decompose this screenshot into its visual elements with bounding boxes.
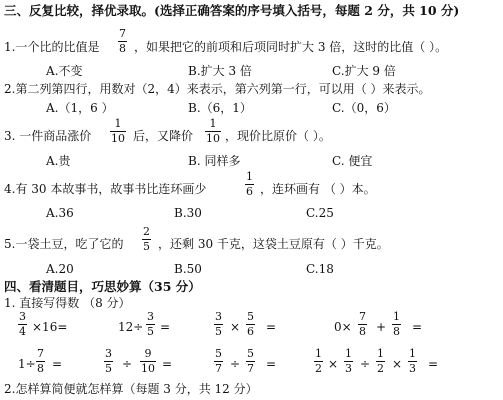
r2e1-prefix: 1÷ — [18, 357, 36, 371]
r2e2-f1-numerator: 3 — [105, 347, 112, 360]
q1-option-a: A.不变 — [46, 64, 83, 78]
r2e3-operator: ÷ — [230, 357, 241, 371]
q3-middle: 后，又降价 — [133, 129, 194, 143]
r1e1-fraction — [18, 311, 27, 338]
q3-suffix: ，现价比原价（ ）。 — [225, 129, 331, 143]
r2e4-f3-numerator: 1 — [377, 347, 384, 360]
r2e4-f1-numerator: 1 — [315, 347, 322, 360]
r1e4-f2-numerator: 1 — [393, 310, 400, 323]
r1e2-numerator: 3 — [147, 310, 154, 323]
section3-title: 三、反复比较，择优录取。(选择正确答案的序号填入括号，每题 2 分，共 10 分) — [4, 3, 460, 18]
q4-option-c: C.25 — [306, 206, 334, 220]
r1e3-f2-numerator: 5 — [247, 310, 254, 323]
q5-option-a: A.20 — [46, 262, 74, 276]
q4-suffix: ，连环画有 （ ）本。 — [260, 182, 376, 196]
r1e2-prefix: 12÷ — [118, 320, 144, 334]
q4-option-a: A.36 — [46, 206, 74, 220]
q5-option-b: B.50 — [174, 262, 202, 276]
r2e2-f2-denominator: 10 — [141, 362, 155, 375]
q1-option-c: C.扩大 9 倍 — [332, 64, 396, 78]
r1e4-equals: = — [412, 320, 423, 334]
q1-prefix: 1.一个比的比值是 — [4, 40, 100, 54]
r2e1-denominator: 8 — [37, 362, 44, 375]
q5-fraction — [142, 226, 151, 253]
r2e2-fraction-1 — [104, 348, 113, 375]
r2e4-operator-3: × — [392, 357, 403, 371]
q1-suffix: ，如果把它的前项和后项同时扩大 3 倍，这时的比值（ ）。 — [134, 40, 448, 54]
r1e3-f2-denominator: 6 — [247, 325, 254, 338]
r2e4-f4-numerator: 1 — [409, 347, 416, 360]
q4-fraction — [245, 171, 254, 198]
r2e4-f1-denominator: 2 — [315, 362, 322, 375]
q2-option-a: A.（1，6 ） — [46, 101, 114, 115]
q3-fraction-2-denominator: 10 — [206, 132, 220, 145]
r1e3-fraction-2 — [246, 311, 255, 338]
r2e4-fraction-1 — [314, 348, 323, 375]
r2e1-fraction — [36, 348, 45, 375]
q2-text: 2.第二列第四行，用数对（2，4）来表示，第六列第一行，可以用（ ）来表示。 — [4, 82, 431, 96]
r2e4-f4-denominator: 3 — [409, 362, 416, 375]
r2e2-equals: = — [162, 357, 173, 371]
q4-option-b: B.30 — [174, 206, 202, 220]
q1-fraction-denominator: 8 — [119, 42, 126, 55]
r2e4-operator-2: ÷ — [360, 357, 371, 371]
r2e3-f1-denominator: 7 — [215, 362, 222, 375]
r2e1-numerator: 7 — [37, 347, 44, 360]
q3-fraction-1-numerator: 1 — [114, 117, 122, 130]
r2e3-f2-denominator: 7 — [247, 362, 254, 375]
r2e4-f2-numerator: 1 — [345, 347, 352, 360]
r1e1-denominator: 4 — [19, 325, 26, 338]
q5-fraction-numerator: 2 — [143, 225, 150, 238]
q5-option-c: C.18 — [306, 262, 334, 276]
r2e3-fraction-2 — [246, 348, 255, 375]
r2e1-equals: = — [52, 357, 63, 371]
q3-fraction-2-numerator: 1 — [209, 117, 217, 130]
section4-title: 四、看清题目，巧思妙算（35 分） — [4, 279, 201, 294]
q3-fraction-1-denominator: 10 — [111, 132, 125, 145]
q1-fraction-numerator: 7 — [119, 27, 126, 40]
r2e4-operator-1: × — [328, 357, 339, 371]
r1e2-denominator: 5 — [147, 325, 154, 338]
q1-fraction — [118, 28, 127, 55]
q5-suffix: ，还剩 30 千克，这袋土豆原有（ ）千克。 — [158, 237, 389, 251]
r2e4-f2-denominator: 3 — [345, 362, 352, 375]
q5-prefix: 5.一袋土豆，吃了它的 — [4, 237, 124, 251]
q4-fraction-denominator: 6 — [246, 185, 253, 198]
r2e2-fraction-2 — [140, 348, 156, 375]
r1e4-operator: + — [376, 320, 387, 334]
r2e3-equals: = — [266, 357, 277, 371]
q4-fraction-numerator: 1 — [246, 170, 253, 183]
q5-fraction-denominator: 5 — [143, 240, 150, 253]
section4-sub1: 1. 直接写得数 （8 分） — [4, 296, 131, 310]
r2e4-fraction-3 — [376, 348, 385, 375]
r2e4-f3-denominator: 2 — [377, 362, 384, 375]
r1e2-equals: = — [160, 320, 171, 334]
q3-prefix: 3. 一件商品涨价 — [4, 129, 92, 143]
r2e3-f2-numerator: 5 — [247, 347, 254, 360]
q3-fraction-1 — [110, 118, 126, 145]
r2e2-f2-numerator: 9 — [144, 347, 152, 360]
r2e4-equals: = — [428, 357, 439, 371]
r2e3-fraction-1 — [214, 348, 223, 375]
r1e3-f1-numerator: 3 — [215, 310, 222, 323]
r2e4-fraction-4 — [408, 348, 417, 375]
r1e1-rest: ×16= — [32, 320, 68, 334]
r1e4-fraction-1 — [358, 311, 367, 338]
r1e3-f1-denominator: 5 — [215, 325, 222, 338]
q3-option-c: C. 便宜 — [332, 154, 373, 168]
r2e4-fraction-2 — [344, 348, 353, 375]
q3-fraction-2 — [205, 118, 221, 145]
r1e4-f1-denominator: 8 — [359, 325, 366, 338]
q3-option-a: A.贵 — [46, 154, 71, 168]
q1-option-b: B.扩大 3 倍 — [188, 64, 252, 78]
r1e3-operator: × — [230, 320, 241, 334]
section4-sub2: 2.怎样算简便就怎样算（每题 3 分，共 12 分） — [4, 382, 258, 396]
r1e4-fraction-2 — [392, 311, 401, 338]
r1e4-f1-numerator: 7 — [359, 310, 366, 323]
r2e2-f1-denominator: 5 — [105, 362, 112, 375]
q4-prefix: 4.有 30 本故事书，故事书比连环画少 — [4, 182, 207, 196]
r1e3-equals: = — [266, 320, 277, 334]
r1e2-fraction — [146, 311, 155, 338]
r2e2-operator: ÷ — [122, 357, 133, 371]
r1e4-prefix: 0× — [334, 320, 352, 334]
q3-option-b: B. 同样多 — [188, 154, 241, 168]
r1e1-numerator: 3 — [19, 310, 26, 323]
r2e3-f1-numerator: 5 — [215, 347, 222, 360]
r1e4-f2-denominator: 8 — [393, 325, 400, 338]
q2-option-b: B.（6，1） — [188, 101, 252, 115]
q2-option-c: C.（0，6） — [332, 101, 396, 115]
r1e3-fraction-1 — [214, 311, 223, 338]
